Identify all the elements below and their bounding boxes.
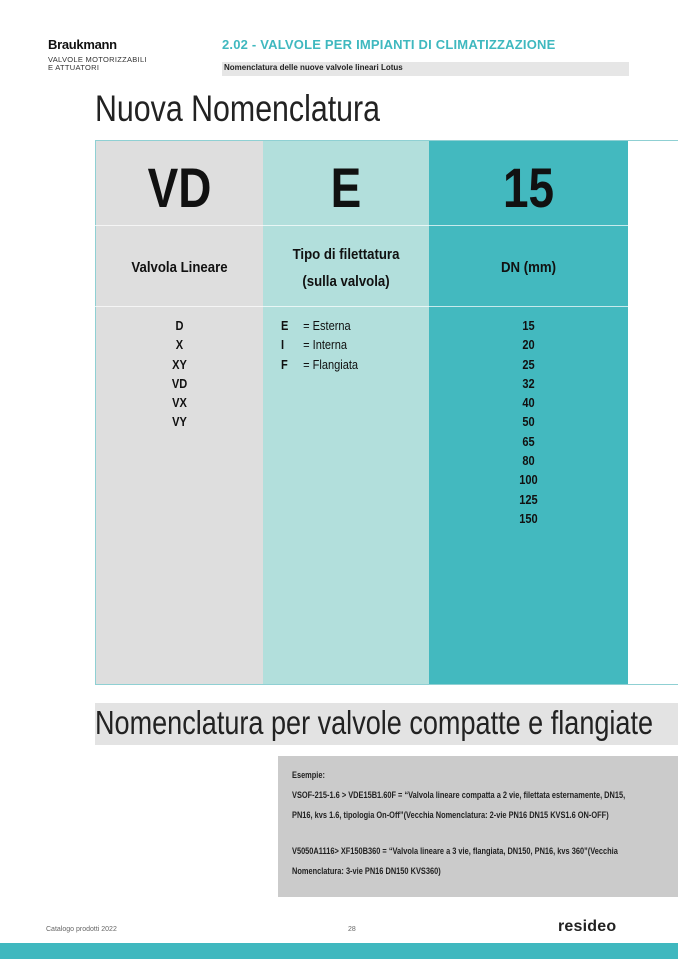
column-header — [273, 241, 419, 295]
subheading: Nomenclatura delle nuove valvole lineari Lotus — [224, 63, 403, 72]
list-item: VD — [171, 375, 188, 391]
dn-list — [444, 316, 613, 528]
column-header: DN (mm) — [501, 259, 556, 276]
catalog-label: Catalogo prodotti 2022 — [46, 926, 117, 933]
example-line: PN16, kvs 1.6, tipologia On-Off”(Vecchia Nomenclatura: 2-vie PN16 DN15 KVS1.6 ON-OFF) — [292, 810, 609, 821]
list-item: 50 — [522, 414, 535, 430]
valve-type-list — [109, 316, 251, 432]
example-title: Esempie: — [292, 770, 325, 781]
section-heading: Nomenclatura per valvole compatte e flangiate — [95, 704, 654, 741]
code-label: = Flangiata — [303, 356, 359, 372]
example-line: Nomenclatura: 3-vie PN16 DN150 KVS360) — [292, 866, 441, 877]
column-letter: 15 — [502, 156, 555, 219]
column-letter: VD — [147, 156, 212, 219]
page-number: 28 — [348, 926, 356, 933]
list-item: 15 — [522, 318, 535, 333]
list-item: VX — [172, 395, 187, 411]
table-edge — [628, 141, 678, 684]
column-valve-type — [95, 141, 263, 684]
list-item: 125 — [519, 491, 538, 507]
list-item: 25 — [522, 356, 535, 372]
list-item: XY — [172, 356, 187, 372]
example-content — [292, 766, 635, 882]
brand-subtitle-line2: E ATTUATORI — [48, 63, 100, 72]
code-label: = Esterna — [303, 318, 351, 333]
spacer — [292, 826, 635, 842]
list-item: D — [175, 318, 184, 333]
list-item: 32 — [522, 375, 535, 391]
column-dn — [429, 141, 628, 684]
list-item: 150 — [519, 510, 538, 526]
list-item — [281, 335, 358, 354]
footer-bar — [0, 943, 678, 959]
section-heading-bar — [95, 703, 678, 745]
code-label: = Interna — [303, 337, 348, 353]
brand-subtitle — [48, 56, 147, 72]
list-item: 100 — [519, 472, 538, 488]
list-item: 65 — [522, 433, 535, 449]
list-item: 20 — [522, 337, 535, 353]
row-divider — [95, 306, 628, 307]
row-divider — [95, 225, 628, 226]
resideo-logo: resideo — [558, 918, 617, 935]
column-header: Valvola Lineare — [131, 259, 228, 276]
code-letter: I — [281, 337, 285, 353]
nomenclature-table — [95, 140, 678, 685]
list-item: 80 — [522, 453, 535, 469]
page-title: Nuova Nomenclatura — [95, 88, 381, 129]
column-header-line1: Tipo di filettatura — [292, 246, 400, 263]
brand-name: Braukmann — [48, 37, 117, 52]
example-line: V5050A1116> XF150B360 = “Valvola lineare a 3 vie, flangiata, DN150, PN16, kvs 360”(Vecchia — [292, 846, 618, 857]
example-line: VSOF-215-1.6 > VDE15B1.60F = “Valvola lineare compatta a 2 vie, filettata esternamente, DN15, — [292, 790, 626, 801]
list-item: 40 — [522, 395, 535, 411]
code-letter: F — [281, 356, 288, 372]
list-item: VY — [172, 414, 187, 430]
code-letter: E — [281, 318, 289, 333]
column-letter: E — [330, 156, 362, 219]
thread-code-list — [281, 316, 358, 374]
subheading-bar — [222, 62, 629, 76]
section-title: 2.02 - VALVOLE PER IMPIANTI DI CLIMATIZZAZIONE — [222, 37, 556, 52]
column-header-line2: (sulla valvola) — [302, 273, 390, 290]
example-box — [278, 756, 678, 897]
column-thread-type — [263, 141, 429, 684]
list-item — [281, 355, 358, 374]
brand-subtitle-line1: VALVOLE MOTORIZZABILI — [48, 55, 147, 64]
list-item: X — [175, 337, 184, 353]
list-item — [281, 316, 358, 335]
